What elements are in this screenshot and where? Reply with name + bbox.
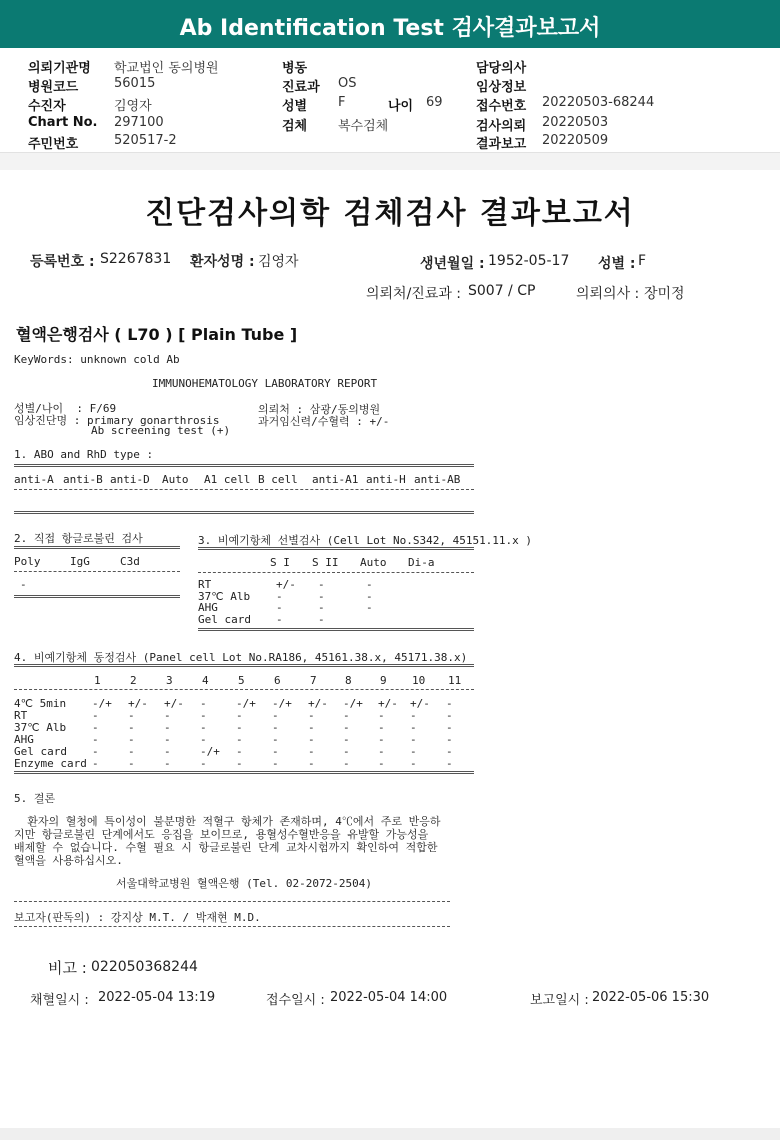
panel-column-header: 9 — [380, 674, 387, 687]
panel-cell: - — [378, 733, 385, 746]
panel-cell: - — [128, 721, 135, 734]
panel-column-header: 6 — [274, 674, 281, 687]
panel-cell: - — [236, 757, 243, 770]
conclusion-line: 혈액을 사용하십시오. — [14, 854, 123, 867]
panel-column-header: 7 — [310, 674, 317, 687]
panel-cell: -/+ — [343, 697, 363, 710]
divider — [14, 901, 450, 902]
report-sex-label: 성별 : — [598, 256, 636, 272]
divider — [14, 511, 474, 514]
screening-row-label: 37℃ Alb — [198, 589, 251, 603]
divider — [198, 547, 474, 550]
panel-cell: -/+ — [200, 745, 220, 758]
panel-cell: - — [164, 757, 171, 770]
panel-cell: - — [236, 733, 243, 746]
panel-cell: +/- — [410, 697, 430, 710]
panel-cell: - — [343, 733, 350, 746]
abo-header: anti-A1 — [312, 473, 359, 486]
abo-header: anti-A — [14, 473, 54, 486]
chart-no-label: Chart No. — [28, 115, 98, 130]
specimen-value: 복수검체 — [338, 119, 389, 134]
panel-cell: +/- — [128, 697, 148, 710]
panel-cell: - — [410, 745, 417, 758]
note-label: 비고 : — [48, 959, 87, 977]
panel-cell: - — [410, 721, 417, 734]
panel-cell: - — [308, 745, 315, 758]
panel-cell: - — [200, 709, 207, 722]
panel-cell: - — [164, 745, 171, 758]
panel-cell: - — [236, 721, 243, 734]
panel-column-header: 3 — [166, 674, 173, 687]
screening-row-label: RT — [198, 578, 212, 591]
ward-label: 병동 — [282, 61, 308, 76]
panel-cell: - — [164, 709, 171, 722]
panel-cell: - — [272, 757, 279, 770]
panel-cell: - — [128, 733, 135, 746]
panel-cell: - — [343, 757, 350, 770]
panel-cell: - — [446, 757, 453, 770]
institution-value: 학교법인 동의병원 — [114, 61, 219, 76]
receipt-no-value: 20220503-68244 — [542, 95, 655, 110]
panel-cell: - — [200, 757, 207, 770]
panel-cell: - — [446, 709, 453, 722]
referral-dept-value: S007 / CP — [468, 283, 536, 299]
panel-cell: - — [128, 709, 135, 722]
conclusion-line: 환자의 혈청에 특이성이 불분명한 적혈구 항체가 존재하며, 4℃에서 주로 반응하 — [14, 815, 441, 828]
resident-no-label: 주민번호 — [28, 137, 79, 152]
sex-label: 성별 — [282, 99, 308, 114]
dob-label: 생년월일 : — [420, 256, 485, 272]
panel-cell: - — [92, 721, 99, 734]
age-label: 나이 — [388, 99, 414, 114]
panel-cell: - — [446, 721, 453, 734]
panel-cell: - — [200, 697, 207, 710]
patient-value: 김영자 — [114, 99, 152, 114]
note-value: 022050368244 — [91, 959, 198, 975]
report-value: 2022-05-06 15:30 — [592, 990, 710, 1005]
abo-header: anti-D — [110, 473, 150, 486]
panel-cell: - — [410, 757, 417, 770]
panel-cell: - — [378, 757, 385, 770]
department-value: OS — [338, 76, 357, 91]
screening-cell: - — [366, 601, 373, 614]
panel-cell: - — [446, 733, 453, 746]
panel-cell: - — [92, 709, 99, 722]
panel-cell: - — [272, 745, 279, 758]
receive-label: 접수일시 : — [266, 993, 325, 1008]
keywords: KeyWords: unknown cold Ab — [14, 353, 180, 366]
collect-value: 2022-05-04 13:19 — [98, 990, 216, 1005]
screening-cell: - — [318, 589, 325, 603]
panel-cell: - — [308, 733, 315, 746]
divider — [198, 628, 474, 631]
age-value: 69 — [426, 95, 443, 110]
panel-cell: +/- — [308, 697, 328, 710]
panel-column-header: 8 — [345, 674, 352, 687]
collect-label: 채혈일시 : — [30, 993, 89, 1008]
panel-cell: +/- — [378, 697, 398, 710]
panel-cell: - — [164, 733, 171, 746]
panel-cell: - — [446, 745, 453, 758]
panel-column-header: 11 — [448, 674, 462, 687]
divider — [14, 771, 474, 774]
screening-row-label: AHG — [198, 601, 218, 614]
divider — [198, 572, 474, 573]
panel-column-header: 1 — [94, 674, 101, 687]
header-divider — [0, 152, 780, 171]
referring-doctor-label: 의뢰의사 : — [576, 286, 640, 302]
blood-bank-section-title: 혈액은행검사 ( L70 ) [ Plain Tube ] — [16, 325, 298, 344]
hospital-code-value: 56015 — [114, 76, 156, 91]
screening-header: S I — [270, 556, 290, 569]
sex-value: F — [338, 95, 346, 110]
receipt-no-label: 접수번호 — [476, 99, 527, 114]
screening-cell: - — [276, 601, 283, 614]
lab-report-title: IMMUNOHEMATOLOGY LABORATORY REPORT — [152, 377, 378, 390]
patient-name-label: 환자성명 : — [190, 254, 255, 270]
panel-row-label: Enzyme card — [14, 757, 87, 770]
conclusion-line: 지만 항글로불린 단계에서도 응집을 보이므로, 용혈성수혈반응을 유발할 가능성을 — [14, 828, 429, 841]
referral-line: 의뢰처 : 삼광/동의병원 — [258, 403, 381, 416]
panel-cell: - — [200, 733, 207, 746]
screening-cell: - — [366, 578, 373, 591]
receive-value: 2022-05-04 14:00 — [330, 990, 448, 1005]
abo-header: anti-H — [366, 473, 406, 486]
screening-row-label: Gel card — [198, 612, 251, 626]
panel-cell: - — [378, 709, 385, 722]
dat-header: IgG — [70, 555, 90, 568]
divider — [14, 664, 474, 667]
dob-value: 1952-05-17 — [488, 253, 570, 269]
panel-column-header: 10 — [412, 674, 426, 687]
panel-cell: - — [410, 709, 417, 722]
panel-cell: - — [378, 745, 385, 758]
panel-cell: -/+ — [92, 697, 112, 710]
history-line: 과거임신력/수혈력 : +/- — [258, 415, 390, 428]
panel-row-label: AHG — [14, 733, 34, 746]
panel-row-label: 37℃ Alb — [14, 721, 67, 734]
panel-column-header: 2 — [130, 674, 137, 687]
request-date-label: 검사의뢰 — [476, 119, 527, 134]
panel-cell: - — [272, 721, 279, 734]
report-main-title: 진단검사의학 검체검사 결과보고서 — [145, 196, 635, 231]
abo-section-title: 1. ABO and RhD type : — [14, 448, 154, 461]
panel-cell: -/+ — [236, 697, 256, 710]
screening-cell: +/- — [276, 578, 296, 591]
dat-header: Poly — [14, 555, 41, 568]
specimen-label: 검체 — [282, 119, 308, 134]
panel-cell: - — [410, 733, 417, 746]
hospital-code-label: 병원코드 — [28, 80, 79, 95]
divider — [14, 926, 450, 927]
panel-cell: - — [308, 709, 315, 722]
screening-header: S II — [312, 556, 339, 569]
divider — [14, 546, 180, 549]
panel-column-header: 4 — [202, 674, 209, 687]
screening-section-title: 3. 비예기항체 선별검사 (Cell Lot No.S342, 45151.11.x ) — [198, 534, 533, 547]
institution-label: 의뢰기관명 — [28, 61, 91, 76]
panel-row-label: 4℃ 5min — [14, 697, 67, 710]
divider — [14, 464, 474, 467]
panel-cell: - — [236, 745, 243, 758]
chart-no-value: 297100 — [114, 115, 164, 130]
panel-cell: - — [92, 757, 99, 770]
abo-header: anti-B — [63, 473, 103, 486]
patient-label: 수진자 — [28, 99, 66, 114]
screening-cell: - — [276, 589, 283, 603]
screening-cell: - — [318, 601, 325, 614]
panel-cell: - — [92, 745, 99, 758]
dat-header: C3d — [120, 555, 140, 568]
report-date-value: 20220509 — [542, 133, 609, 148]
dat-section-title: 2. 직접 항글로불린 검사 — [14, 532, 143, 545]
reg-no-label: 등록번호 : — [30, 254, 95, 270]
blood-bank-contact: 서울대학교병원 혈액은행 (Tel. 02-2072-2504) — [116, 877, 372, 890]
request-date-value: 20220503 — [542, 115, 609, 130]
screening-cell: - — [366, 589, 373, 603]
panel-cell: - — [164, 721, 171, 734]
screening-cell: - — [318, 578, 325, 591]
abo-header: A1 cell — [204, 473, 251, 486]
screening-cell: - — [318, 612, 325, 626]
panel-cell: -/+ — [272, 697, 292, 710]
conclusion-section-title: 5. 결론 — [14, 792, 56, 805]
panel-cell: - — [343, 745, 350, 758]
report-date-label: 결과보고 — [476, 137, 527, 152]
panel-cell: - — [343, 721, 350, 734]
screening-cell: - — [276, 612, 283, 626]
panel-cell: - — [343, 709, 350, 722]
panel-row-label: Gel card — [14, 745, 67, 758]
panel-cell: +/- — [164, 697, 184, 710]
panel-cell: - — [378, 721, 385, 734]
report-label: 보고일시 : — [530, 993, 589, 1008]
divider — [14, 489, 474, 490]
department-label: 진료과 — [282, 80, 320, 95]
screening-line: Ab screening test (+) — [91, 424, 231, 437]
report-sex-value: F — [638, 253, 647, 269]
screening-header: Di-a — [408, 556, 435, 569]
sex-age-line: 성별/나이 : F/69 — [14, 402, 117, 415]
page-bottom — [0, 1128, 780, 1140]
panel-cell: - — [236, 709, 243, 722]
doctor-label: 담당의사 — [476, 61, 527, 76]
panel-cell: - — [446, 697, 453, 710]
panel-row-label: RT — [14, 709, 28, 722]
panel-cell: - — [308, 721, 315, 734]
reg-no-value: S2267831 — [100, 251, 172, 267]
diagnosis-line: 임상진단명 : primary gonarthrosis — [14, 414, 220, 427]
abo-header: anti-AB — [414, 473, 461, 486]
panel-cell: - — [92, 733, 99, 746]
referring-doctor-value: 장미정 — [644, 286, 685, 302]
dat-value: - — [20, 578, 27, 591]
resident-no-value: 520517-2 — [114, 133, 177, 148]
reporter-line: 보고자(판독의) : 강지상 M.T. / 박재현 M.D. — [14, 911, 261, 924]
divider — [14, 595, 180, 598]
report-title-bar: Ab Identification Test 검사결과보고서 — [0, 0, 780, 48]
panel-section-title: 4. 비예기항체 동정검사 (Panel cell Lot No.RA186, 45161.38.x, 45171.38.x) — [14, 651, 468, 664]
panel-cell: - — [128, 745, 135, 758]
screening-header: Auto — [360, 556, 387, 569]
panel-cell: - — [272, 709, 279, 722]
referral-dept-label: 의뢰처/진료과 : — [366, 286, 462, 302]
abo-header: Auto — [162, 473, 189, 486]
divider — [14, 571, 180, 572]
panel-cell: - — [128, 757, 135, 770]
conclusion-line: 배제할 수 없습니다. 수혈 필요 시 항글로불린 단계 교차시험까지 확인하여 적합한 — [14, 841, 438, 854]
patient-name-value: 김영자 — [258, 254, 299, 270]
panel-column-header: 5 — [238, 674, 245, 687]
panel-cell: - — [200, 721, 207, 734]
scanned-report — [0, 170, 780, 1125]
clinical-info-label: 임상정보 — [476, 80, 527, 95]
panel-cell: - — [272, 733, 279, 746]
panel-cell: - — [308, 757, 315, 770]
abo-header: B cell — [258, 473, 298, 486]
divider — [14, 689, 474, 690]
